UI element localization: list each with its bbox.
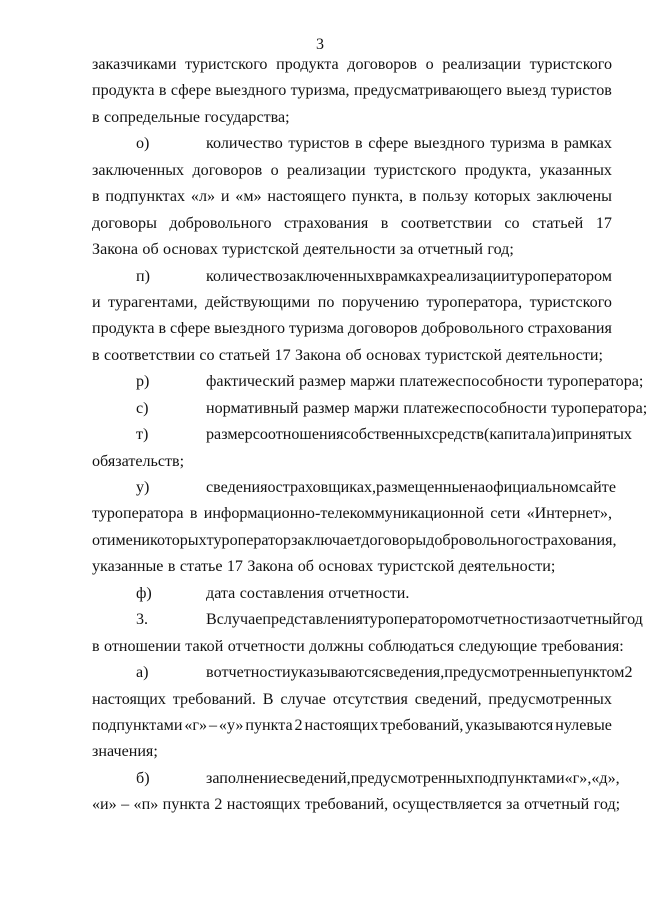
word: год; bbox=[593, 796, 621, 814]
word: отчетный bbox=[417, 241, 483, 259]
word: деятельности; bbox=[458, 558, 556, 576]
word: основах bbox=[318, 558, 374, 576]
text-line bbox=[92, 607, 643, 633]
word: нулевые bbox=[555, 716, 612, 734]
word: предусмотренные bbox=[444, 664, 567, 682]
word: в bbox=[92, 108, 100, 126]
word: заключает bbox=[291, 531, 362, 549]
word: официальном bbox=[485, 479, 579, 496]
word: настоящих bbox=[92, 690, 166, 708]
word: 2 bbox=[294, 716, 303, 734]
word: подпунктами bbox=[474, 769, 565, 787]
word: требования: bbox=[541, 637, 624, 655]
page-number: 3 bbox=[316, 36, 324, 53]
word: пункта bbox=[162, 796, 210, 814]
text-line bbox=[92, 369, 644, 395]
word: за bbox=[506, 796, 520, 814]
text-line bbox=[92, 237, 612, 263]
word: заключенных bbox=[92, 161, 185, 179]
word: в bbox=[167, 558, 176, 576]
word: в bbox=[206, 664, 214, 682]
word: и bbox=[92, 293, 101, 311]
word: 17 bbox=[274, 346, 291, 364]
word: заключены bbox=[536, 188, 612, 206]
word: отчетности bbox=[213, 664, 291, 682]
word: добровольного bbox=[421, 320, 524, 338]
word: деятельности; bbox=[506, 346, 604, 364]
word: требований. bbox=[172, 690, 256, 708]
word: следующие bbox=[458, 637, 538, 655]
word: заключенных bbox=[282, 267, 375, 285]
word: туристской bbox=[425, 346, 503, 364]
word: указанные bbox=[92, 558, 164, 576]
word: об bbox=[345, 346, 362, 364]
text-line bbox=[92, 739, 612, 765]
word: сети bbox=[490, 505, 521, 523]
text-line bbox=[92, 713, 612, 739]
word: деятельности bbox=[303, 241, 396, 259]
word: 2 bbox=[624, 664, 633, 682]
list-marker: 3. bbox=[136, 611, 149, 629]
word: настоящего bbox=[267, 188, 347, 206]
text-line bbox=[92, 792, 621, 818]
word: основах bbox=[163, 241, 218, 259]
word: на bbox=[469, 479, 486, 496]
word: о bbox=[267, 479, 276, 496]
word: от bbox=[92, 531, 107, 549]
text-line bbox=[92, 264, 612, 290]
text-line bbox=[92, 660, 633, 686]
list-marker: у) bbox=[136, 479, 150, 496]
word: (капитала) bbox=[483, 426, 557, 444]
word: год bbox=[620, 611, 643, 629]
word: туризма bbox=[490, 135, 546, 153]
word: о bbox=[425, 56, 434, 73]
text-line bbox=[92, 475, 616, 501]
word: предусматривающего bbox=[353, 82, 502, 100]
line-words bbox=[206, 475, 616, 501]
word: отчетный bbox=[524, 796, 590, 814]
word: пункта bbox=[245, 716, 293, 734]
line-words bbox=[206, 264, 612, 290]
word: со bbox=[504, 214, 520, 232]
word: туристского bbox=[529, 56, 612, 73]
word: продукта, bbox=[464, 161, 532, 179]
word: договоры bbox=[361, 531, 427, 549]
word: соответствии bbox=[400, 214, 492, 232]
word: туристской bbox=[377, 558, 455, 576]
word: соблюдаться bbox=[368, 637, 455, 655]
word: выездного bbox=[215, 82, 287, 100]
word: статьей bbox=[218, 346, 271, 364]
word: поручению bbox=[341, 293, 419, 311]
word: в bbox=[380, 214, 389, 232]
word: «п» bbox=[133, 796, 159, 814]
word: платежеспособности bbox=[399, 373, 543, 391]
word: туроператора; bbox=[551, 399, 647, 417]
word: реализации bbox=[442, 56, 521, 73]
word: предусмотренных bbox=[488, 690, 612, 708]
list-marker: ф) bbox=[136, 584, 152, 602]
word: и bbox=[556, 426, 565, 444]
word: собственных bbox=[343, 426, 432, 444]
word: страховщиках, bbox=[275, 479, 377, 496]
word: пункта, bbox=[351, 188, 404, 206]
word: должны bbox=[309, 637, 364, 655]
word: дата bbox=[206, 584, 236, 602]
word: требований, bbox=[380, 716, 464, 734]
word: платежеспособности bbox=[403, 399, 547, 417]
word: Закона bbox=[247, 558, 294, 576]
word: сфере bbox=[170, 82, 211, 100]
word: туроператора, bbox=[426, 293, 523, 311]
text-line bbox=[92, 396, 647, 422]
word: отчетности bbox=[227, 637, 305, 655]
word: соответствии bbox=[104, 346, 195, 364]
text-line bbox=[92, 184, 612, 210]
word: сопредельные bbox=[104, 108, 201, 126]
word: страхования, bbox=[528, 531, 617, 549]
word: за bbox=[399, 241, 414, 259]
list-marker: б) bbox=[136, 769, 150, 787]
word: туроператором bbox=[362, 611, 466, 629]
word: страхования bbox=[284, 214, 369, 232]
text-line bbox=[92, 554, 612, 580]
word: отчетности bbox=[465, 611, 543, 629]
word: соотношения bbox=[252, 426, 344, 444]
word: туроператор bbox=[206, 531, 292, 549]
word: настоящих bbox=[226, 796, 301, 814]
word: которых bbox=[474, 188, 531, 206]
word: отношении bbox=[104, 637, 181, 655]
word: турагентами, bbox=[108, 293, 198, 311]
word: Закона bbox=[295, 346, 342, 364]
word: случае bbox=[280, 690, 326, 708]
word: сведений, bbox=[283, 769, 351, 787]
word: в bbox=[550, 135, 559, 153]
word: «г» bbox=[184, 716, 208, 734]
word: рамках bbox=[382, 267, 431, 285]
word: В bbox=[262, 690, 274, 708]
text-line bbox=[92, 52, 612, 78]
word: со bbox=[199, 346, 215, 364]
word: имени bbox=[106, 531, 151, 549]
word: требований, bbox=[305, 796, 389, 814]
word: выезд bbox=[506, 82, 547, 100]
text-line bbox=[92, 766, 620, 792]
word: размер bbox=[299, 373, 346, 391]
word: заполнение bbox=[206, 769, 284, 787]
list-marker: о) bbox=[136, 135, 150, 153]
list-marker: п) bbox=[136, 267, 150, 285]
word: туроператора bbox=[92, 505, 184, 523]
list-marker: р) bbox=[136, 373, 150, 391]
word: действующими bbox=[205, 293, 311, 311]
line-words bbox=[206, 422, 632, 448]
word: в bbox=[92, 188, 100, 206]
word: за bbox=[542, 611, 556, 629]
text-line bbox=[92, 158, 612, 184]
word: год; bbox=[487, 241, 514, 259]
word: осуществляется bbox=[392, 796, 502, 814]
word: подпунктами bbox=[92, 716, 183, 734]
word: отчетный bbox=[555, 611, 621, 629]
word: об bbox=[142, 241, 159, 259]
word: пользу bbox=[422, 188, 469, 206]
word: продукта bbox=[276, 56, 339, 73]
word: договоров bbox=[347, 56, 417, 73]
word: сфере bbox=[368, 135, 409, 153]
line-words bbox=[206, 766, 620, 792]
word: нормативный bbox=[206, 399, 299, 417]
word: выездного bbox=[214, 320, 286, 338]
line-words bbox=[206, 660, 633, 686]
word: выездного bbox=[413, 135, 485, 153]
text-line bbox=[92, 105, 612, 131]
word: указанных bbox=[539, 161, 612, 179]
word: пунктом bbox=[566, 664, 625, 682]
word: «Интернет», bbox=[526, 505, 612, 523]
text-line bbox=[92, 290, 612, 316]
word: основах bbox=[366, 346, 421, 364]
word: договоров bbox=[192, 161, 263, 179]
word: настоящих bbox=[304, 716, 379, 734]
word: Закона bbox=[92, 241, 139, 259]
word: принятых bbox=[564, 426, 632, 444]
word: 2 bbox=[214, 796, 223, 814]
word: сайте bbox=[578, 479, 616, 496]
word: реализации bbox=[286, 161, 366, 179]
word: размер bbox=[302, 399, 350, 417]
word: количество bbox=[206, 267, 283, 285]
word: маржи bbox=[354, 399, 400, 417]
line-words bbox=[206, 131, 612, 157]
word: добровольного bbox=[169, 214, 272, 232]
word: в bbox=[92, 637, 100, 655]
word: в bbox=[158, 320, 167, 338]
word: маржи bbox=[350, 373, 396, 391]
document-body bbox=[92, 52, 647, 819]
word: указываются bbox=[465, 716, 554, 734]
word: реализации bbox=[430, 267, 510, 285]
list-marker: с) bbox=[136, 399, 149, 417]
text-line bbox=[92, 501, 612, 527]
word: статьей bbox=[532, 214, 584, 232]
word: составления bbox=[239, 584, 324, 602]
word: в bbox=[408, 188, 417, 206]
word: в bbox=[92, 346, 100, 364]
word: 17 bbox=[226, 558, 243, 576]
word: представления bbox=[262, 611, 363, 629]
text-line bbox=[92, 343, 612, 369]
line-words bbox=[206, 607, 643, 633]
word: «и» bbox=[92, 796, 117, 814]
text-line bbox=[92, 422, 632, 448]
word: размещенные bbox=[376, 479, 470, 496]
word: в bbox=[158, 82, 167, 100]
word: отсутствия bbox=[332, 690, 408, 708]
word: туризма, bbox=[290, 82, 350, 100]
text-line bbox=[92, 211, 612, 237]
text-line bbox=[92, 581, 612, 607]
word: о bbox=[270, 161, 279, 179]
word: фактический bbox=[206, 373, 295, 391]
word: сфере bbox=[170, 320, 211, 338]
text-line bbox=[92, 449, 612, 475]
word: туризма bbox=[289, 320, 344, 338]
word: предусмотренных bbox=[350, 769, 475, 787]
word: которых bbox=[150, 531, 207, 549]
word: подпунктах bbox=[105, 188, 186, 206]
word: продукта bbox=[92, 82, 155, 100]
word: отчетности. bbox=[328, 584, 410, 602]
word: туроператора; bbox=[547, 373, 644, 391]
word: – bbox=[121, 796, 130, 814]
word: указываются bbox=[290, 664, 379, 682]
word: заказчиками bbox=[92, 56, 177, 73]
word: значения; bbox=[92, 743, 158, 761]
word: в bbox=[355, 135, 363, 153]
word: случае bbox=[216, 611, 263, 629]
word: сведения, bbox=[378, 664, 445, 682]
word: страхования bbox=[527, 320, 612, 338]
word: количество bbox=[206, 135, 283, 153]
word: по bbox=[317, 293, 335, 311]
word: туристского bbox=[185, 56, 268, 73]
word: такой bbox=[185, 637, 224, 655]
word: – bbox=[208, 716, 217, 734]
word: туристского bbox=[374, 161, 457, 179]
word: туристов bbox=[550, 82, 612, 100]
word: «у» bbox=[218, 716, 244, 734]
text-line bbox=[92, 131, 612, 157]
word: «л» bbox=[190, 188, 216, 206]
list-marker: а) bbox=[136, 664, 149, 682]
text-line bbox=[92, 687, 612, 713]
text-line bbox=[92, 316, 612, 342]
word: сведений, bbox=[414, 690, 482, 708]
word: и bbox=[220, 188, 230, 206]
word: об bbox=[297, 558, 314, 576]
text-line bbox=[92, 528, 617, 554]
word: туроператором bbox=[509, 267, 612, 285]
word: договоры bbox=[92, 214, 157, 232]
list-marker: т) bbox=[136, 426, 149, 444]
word: договоров bbox=[347, 320, 418, 338]
word: добровольного bbox=[426, 531, 529, 549]
word: продукта bbox=[92, 320, 155, 338]
word: туристского bbox=[529, 293, 612, 311]
word: «д», bbox=[591, 769, 620, 787]
word: туристов bbox=[288, 135, 350, 153]
word: в bbox=[375, 267, 383, 285]
word: статье bbox=[179, 558, 223, 576]
text-line bbox=[92, 634, 624, 660]
word: государства; bbox=[204, 108, 290, 126]
word: 17 bbox=[595, 214, 612, 232]
text-line bbox=[92, 78, 612, 104]
word: обязательств; bbox=[92, 452, 185, 470]
word: В bbox=[206, 611, 217, 629]
word: туристской bbox=[222, 241, 299, 259]
word: рамках bbox=[563, 135, 612, 153]
word: размер bbox=[206, 426, 253, 444]
word: средств bbox=[431, 426, 484, 444]
word: в bbox=[189, 505, 198, 523]
word: «м» bbox=[235, 188, 262, 206]
word: сведения bbox=[206, 479, 268, 496]
word: информационно-телекоммуникационной bbox=[203, 505, 484, 523]
word: «г», bbox=[564, 769, 592, 787]
